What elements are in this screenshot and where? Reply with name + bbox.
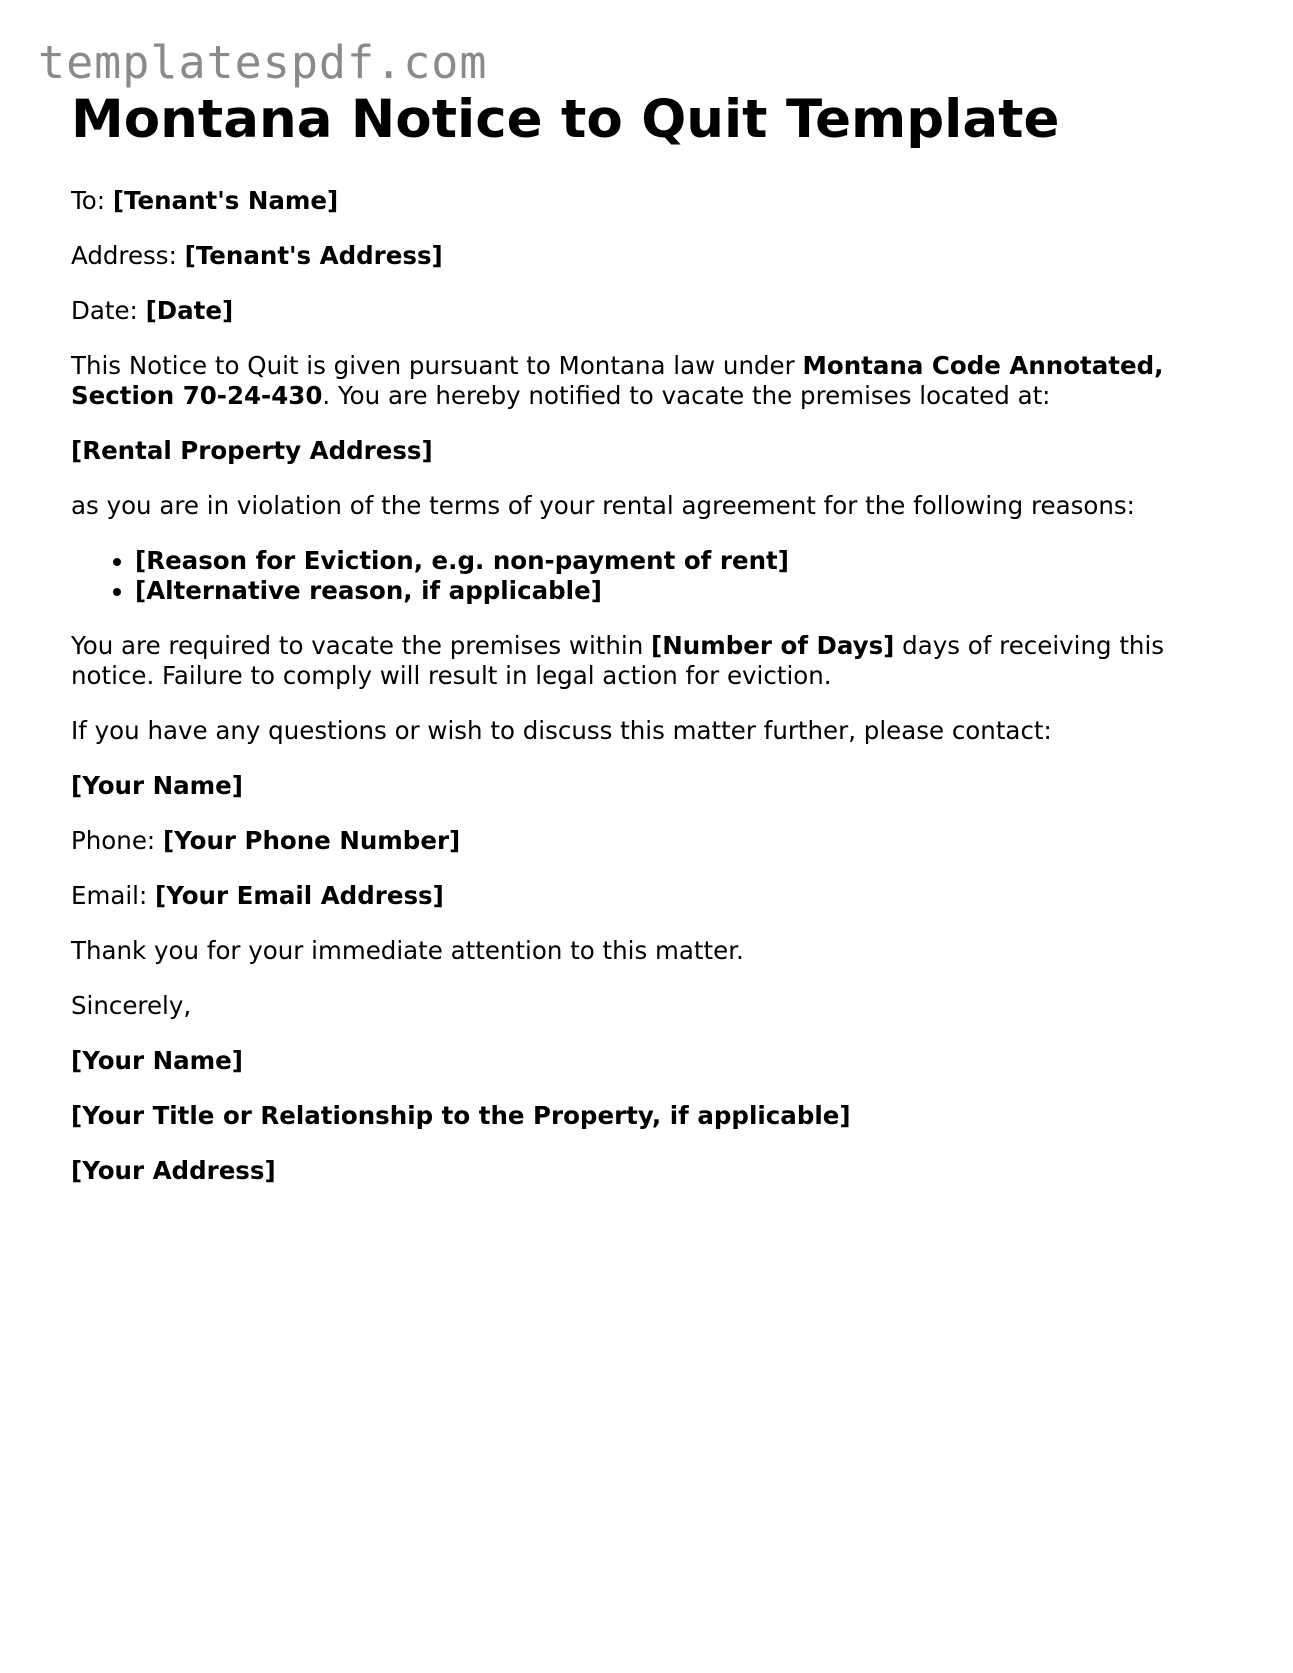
signature-address-line [71,1156,1231,1186]
phone-value: [Your Phone Number] [162,826,461,855]
date-value: [Date] [145,296,234,325]
intro-paragraph [71,351,1231,411]
contact-intro: If you have any questions or wish to discuss this matter further, please contact: [71,716,1052,745]
address-label: Address: [71,241,185,270]
email-label: Email: [71,881,156,910]
to-label: To: [71,186,113,215]
contact-name-line [71,771,1231,801]
rental-address-line [71,436,1231,466]
date-label: Date: [71,296,146,325]
email-value: [Your Email Address] [155,881,444,910]
statute-reference: Montana Code Annotated, Section 70-24-430 [71,351,1164,410]
signature-name: [Your Name] [71,1046,243,1075]
tenant-address: [Tenant's Address] [184,241,443,270]
reason-alternative: [Alternative reason, if applicable] [135,576,602,605]
reason-primary: [Reason for Eviction, e.g. non-payment of rent] [135,546,789,575]
rental-property-address: [Rental Property Address] [71,436,433,465]
signature-title-line [71,1101,1231,1131]
document-body [71,88,1231,1211]
address-line [71,241,1231,271]
phone-line [71,826,1231,856]
vacate-text-2: days of receiving this notice. Failure to comply will result in legal action for eviction. [71,631,1165,690]
tenant-name: [Tenant's Name] [112,186,339,215]
to-line [71,186,1231,216]
closing-line: Sincerely, [71,991,192,1020]
list-item [135,576,1231,606]
phone-label: Phone: [71,826,163,855]
intro-text-2: . You are hereby notified to vacate the premises located at: [322,381,1051,410]
date-line [71,296,1231,326]
thanks-line: Thank you for your immediate attention to this matter. [71,936,744,965]
signature-address: [Your Address] [71,1156,276,1185]
number-of-days: [Number of Days] [651,631,895,660]
contact-name: [Your Name] [71,771,243,800]
vacate-paragraph [71,631,1231,691]
email-line [71,881,1231,911]
signature-name-line [71,1046,1231,1076]
list-item [135,546,1231,576]
violation-paragraph: as you are in violation of the terms of your rental agreement for the following reasons: [71,491,1135,520]
intro-text-1: This Notice to Quit is given pursuant to Montana law under [71,351,803,380]
page-title: Montana Notice to Quit Template [71,89,1060,150]
watermark-text: templatespdf.com [38,36,488,89]
vacate-text-1: You are required to vacate the premises within [71,631,652,660]
reasons-list [71,546,1231,606]
signature-title: [Your Title or Relationship to the Property, if applicable] [71,1101,851,1130]
